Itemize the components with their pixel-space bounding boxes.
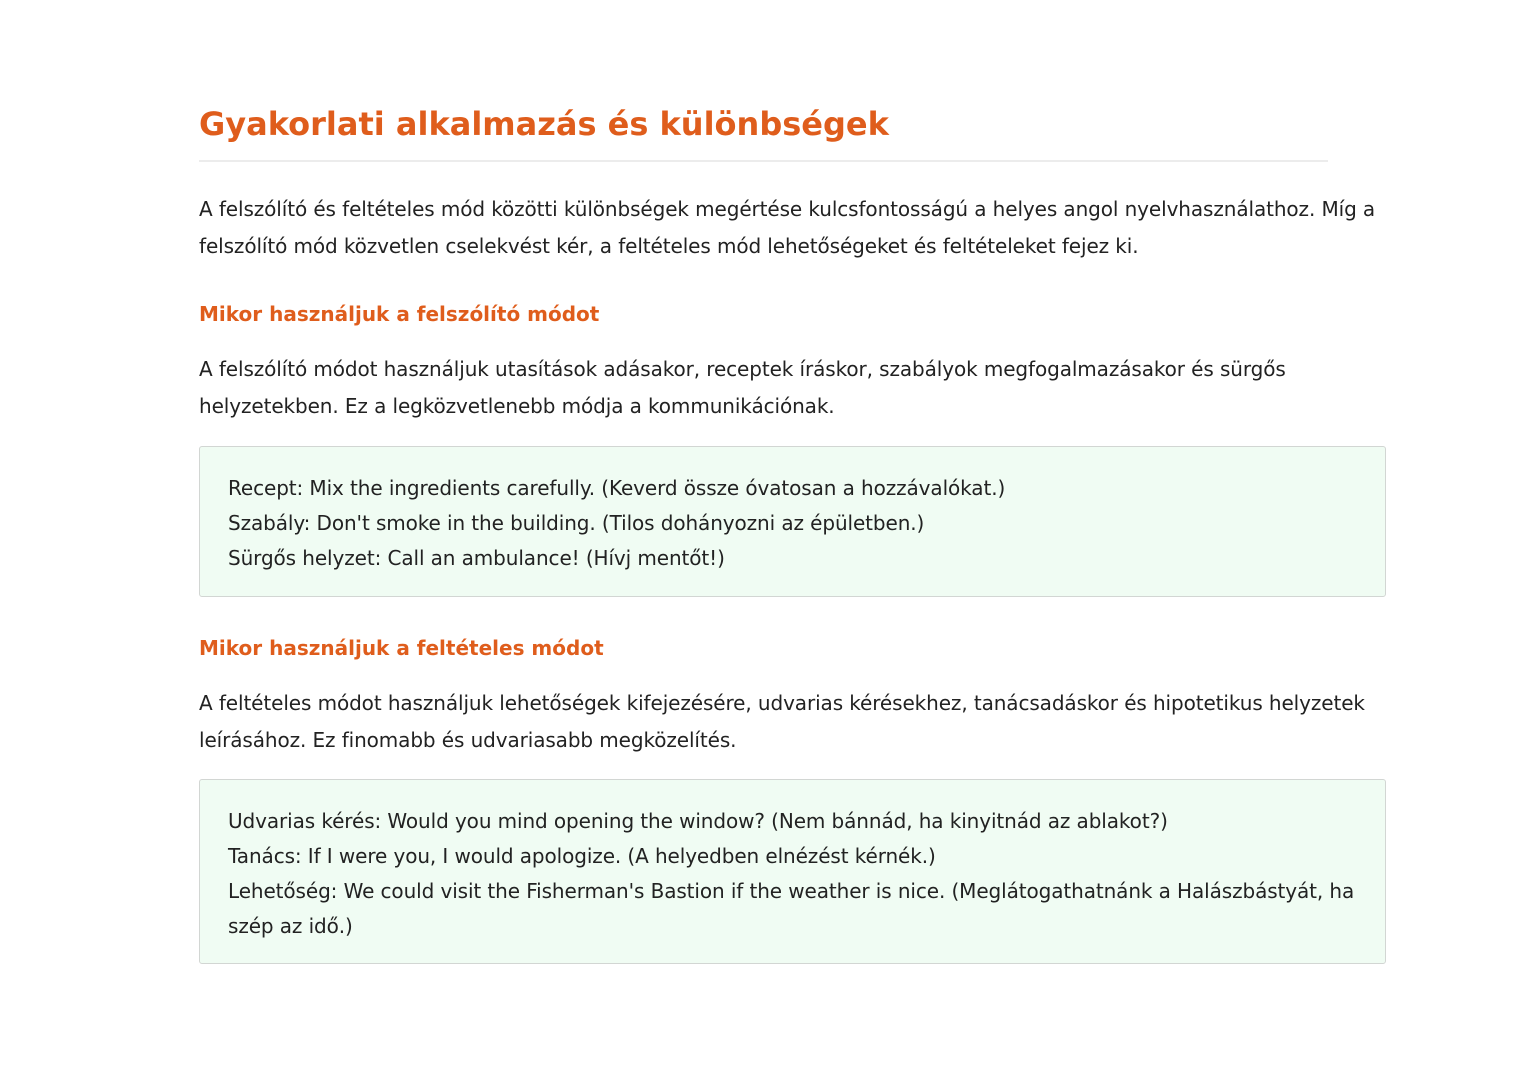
example-box-imperative <box>199 446 1386 597</box>
section-heading-conditional: Mikor használjuk a feltételes módot <box>199 636 604 660</box>
section-text-conditional: A feltételes módot használjuk lehetőségek kifejezésére, udvarias kérésekhez, tanácsadáskor és hipotetikus helyzetek leírásához. Ez finomabb és udvariasabb megközelítés. <box>199 691 1365 752</box>
imperative-section <box>199 300 1386 597</box>
conditional-section <box>199 634 1386 964</box>
intro-paragraph: A felszólító és feltételes mód közötti különbségek megértése kulcsfontosságú a helyes angol nyelvhasználathoz. Míg a felszólító mód közvetlen cselekvést kér, a feltételes mód lehetőségeket és feltételeket fejez ki. <box>199 197 1376 258</box>
example-line: Szabály: Don't smoke in the building. (Tilos dohányozni az épületben.) <box>228 511 925 535</box>
section-heading-imperative: Mikor használjuk a felszólító módot <box>199 302 600 326</box>
example-line: Lehetőség: We could visit the Fisherman's Bastion if the weather is nice. (Meglátogathatnánk a Halászbástyát, ha szép az idő.) <box>228 879 1355 938</box>
section-text-imperative: A felszólító módot használjuk utasítások adásakor, receptek íráskor, szabályok megfogalmazásakor és sürgős helyzetekben. Ez a legközvetlenebb módja a kommunikációnak. <box>199 357 1286 418</box>
example-box-conditional <box>199 779 1386 964</box>
example-line: Recept: Mix the ingredients carefully. (Keverd össze óvatosan a hozzávalókat.) <box>228 476 1006 500</box>
example-line: Sürgős helyzet: Call an ambulance! (Hívj mentőt!) <box>228 546 725 570</box>
article-content <box>199 100 1386 964</box>
page-title: Gyakorlati alkalmazás és különbségek <box>199 100 1328 162</box>
example-line: Udvarias kérés: Would you mind opening the window? (Nem bánnád, ha kinyitnád az ablakot?) <box>228 809 1168 833</box>
example-line: Tanács: If I were you, I would apologize. (A helyedben elnézést kérnék.) <box>228 844 936 868</box>
